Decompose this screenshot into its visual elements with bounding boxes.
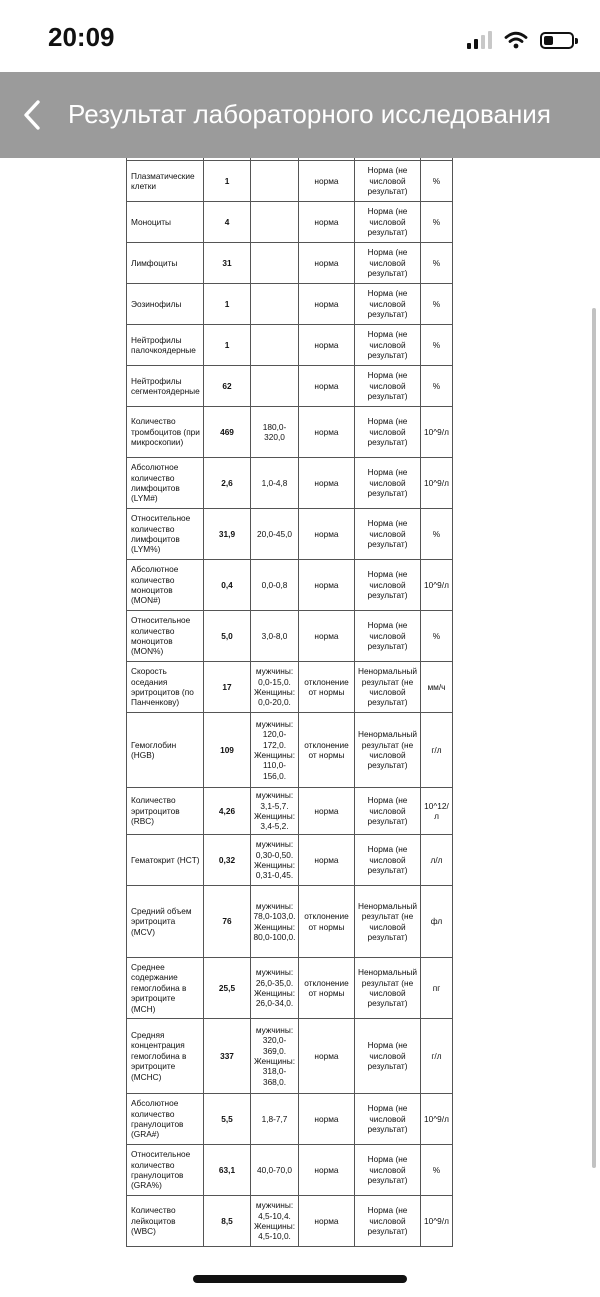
result-value: 25,5	[204, 958, 251, 1019]
reference-range	[251, 366, 299, 407]
result-name: Гемоглобин (HGB)	[127, 713, 204, 788]
result-value: 4,26	[204, 788, 251, 835]
result-status: норма	[299, 1145, 355, 1196]
result-status: норма	[299, 202, 355, 243]
reference-range: 3,0-8,0	[251, 611, 299, 662]
reference-range: мужчины: 0,0-15,0. Женщины: 0,0-20,0.	[251, 662, 299, 713]
table-row	[127, 1019, 453, 1094]
result-unit: %	[421, 243, 453, 284]
result-value: 5,5	[204, 1094, 251, 1145]
result-value: 5,0	[204, 611, 251, 662]
home-indicator[interactable]	[193, 1275, 407, 1283]
result-name: Относительное количество лимфоцитов (LYM%)	[127, 509, 204, 560]
result-status: норма	[299, 560, 355, 611]
table-row	[127, 325, 453, 366]
reference-range: 0,0-0,8	[251, 560, 299, 611]
table-row	[127, 243, 453, 284]
table-row	[127, 1094, 453, 1145]
result-value: 1	[204, 161, 251, 202]
result-kind: Норма (не числовой результат)	[355, 458, 421, 509]
result-value: 337	[204, 1019, 251, 1094]
result-status: норма	[299, 1094, 355, 1145]
result-unit: 10^9/л	[421, 560, 453, 611]
reference-range: 1,8-7,7	[251, 1094, 299, 1145]
result-kind: Норма (не числовой результат)	[355, 325, 421, 366]
result-unit: мм/ч	[421, 662, 453, 713]
result-name: Плазматические клетки	[127, 161, 204, 202]
result-name: Количество тромбоцитов (при микроскопии)	[127, 407, 204, 458]
reference-range: мужчины: 120,0-172,0. Женщины: 110,0-156,0.	[251, 713, 299, 788]
result-kind: Норма (не числовой результат)	[355, 835, 421, 886]
result-kind: Ненормальный результат (не числовой результат)	[355, 958, 421, 1019]
reference-range: 180,0-320,0	[251, 407, 299, 458]
reference-range: мужчины: 320,0-369,0. Женщины: 318,0-368,0.	[251, 1019, 299, 1094]
result-name: Нейтрофилы сегментоядерные	[127, 366, 204, 407]
reference-range	[251, 202, 299, 243]
result-unit: %	[421, 161, 453, 202]
cellular-signal-icon	[467, 29, 492, 49]
result-kind: Норма (не числовой результат)	[355, 1094, 421, 1145]
back-chevron-icon[interactable]	[16, 92, 52, 138]
result-kind: Норма (не числовой результат)	[355, 1196, 421, 1247]
table-row	[127, 1145, 453, 1196]
reference-range: мужчины: 3,1-5,7. Женщины: 3,4-5,2.	[251, 788, 299, 835]
result-kind: Норма (не числовой результат)	[355, 611, 421, 662]
result-status: норма	[299, 509, 355, 560]
result-status: норма	[299, 325, 355, 366]
reference-range	[251, 243, 299, 284]
wifi-icon	[504, 31, 528, 49]
result-kind: Норма (не числовой результат)	[355, 509, 421, 560]
result-kind: Норма (не числовой результат)	[355, 407, 421, 458]
result-unit: 10^9/л	[421, 1196, 453, 1247]
result-unit: пг	[421, 958, 453, 1019]
result-value: 31,9	[204, 509, 251, 560]
result-unit: 10^9/л	[421, 458, 453, 509]
result-kind: Ненормальный результат (не числовой результат)	[355, 662, 421, 713]
result-status: норма	[299, 611, 355, 662]
reference-range	[251, 325, 299, 366]
result-kind: Норма (не числовой результат)	[355, 560, 421, 611]
result-name: Абсолютное количество моноцитов (MON#)	[127, 560, 204, 611]
result-name: Относительное количество моноцитов (MON%)	[127, 611, 204, 662]
result-status: отклонение от нормы	[299, 662, 355, 713]
result-name: Среднее содержание гемоглобина в эритроците (MCH)	[127, 958, 204, 1019]
result-unit: %	[421, 284, 453, 325]
result-value: 63,1	[204, 1145, 251, 1196]
table-row	[127, 202, 453, 243]
table-row	[127, 611, 453, 662]
result-value: 8,5	[204, 1196, 251, 1247]
table-row	[127, 713, 453, 788]
result-unit: %	[421, 325, 453, 366]
result-status: норма	[299, 1019, 355, 1094]
result-value: 1	[204, 325, 251, 366]
result-kind: Норма (не числовой результат)	[355, 1145, 421, 1196]
result-unit: 10^12/л	[421, 788, 453, 835]
table-row	[127, 458, 453, 509]
result-status: норма	[299, 243, 355, 284]
status-icons	[467, 27, 574, 49]
result-value: 0,32	[204, 835, 251, 886]
result-name: Скорость оседания эритроцитов (по Панченкову)	[127, 662, 204, 713]
status-bar	[0, 0, 600, 72]
result-name: Относительное количество гранулоцитов (GRA%)	[127, 1145, 204, 1196]
table-row	[127, 1196, 453, 1247]
reference-range: 20,0-45,0	[251, 509, 299, 560]
result-name: Средний объем эритроцита (MCV)	[127, 886, 204, 958]
result-name: Моноциты	[127, 202, 204, 243]
result-value: 109	[204, 713, 251, 788]
status-time: 20:09	[48, 22, 115, 52]
reference-range	[251, 161, 299, 202]
result-kind: Норма (не числовой результат)	[355, 243, 421, 284]
result-status: норма	[299, 284, 355, 325]
table-row	[127, 161, 453, 202]
result-status: норма	[299, 366, 355, 407]
result-kind: Норма (не числовой результат)	[355, 788, 421, 835]
nav-bar	[0, 72, 600, 158]
table-row	[127, 788, 453, 835]
document-viewer[interactable]	[0, 158, 600, 1258]
lab-results-table	[126, 160, 453, 1247]
table-row	[127, 284, 453, 325]
result-status: норма	[299, 835, 355, 886]
result-name: Нейтрофилы палочкоядерные	[127, 325, 204, 366]
table-row	[127, 560, 453, 611]
result-unit: %	[421, 202, 453, 243]
result-unit: г/л	[421, 1019, 453, 1094]
table-row	[127, 958, 453, 1019]
reference-range: мужчины: 26,0-35,0. Женщины: 26,0-34,0.	[251, 958, 299, 1019]
table-row	[127, 835, 453, 886]
result-name: Количество лейкоцитов (WBC)	[127, 1196, 204, 1247]
result-value: 0,4	[204, 560, 251, 611]
table-row	[127, 509, 453, 560]
result-name: Эозинофилы	[127, 284, 204, 325]
result-status: норма	[299, 407, 355, 458]
result-unit: 10^9/л	[421, 407, 453, 458]
result-kind: Норма (не числовой результат)	[355, 161, 421, 202]
result-kind: Норма (не числовой результат)	[355, 202, 421, 243]
result-status: норма	[299, 458, 355, 509]
result-status: отклонение от нормы	[299, 713, 355, 788]
result-value: 31	[204, 243, 251, 284]
scrollbar[interactable]	[592, 308, 596, 1168]
result-unit: %	[421, 366, 453, 407]
result-value: 1	[204, 284, 251, 325]
result-kind: Ненормальный результат (не числовой результат)	[355, 713, 421, 788]
result-status: норма	[299, 161, 355, 202]
result-name: Лимфоциты	[127, 243, 204, 284]
result-unit: %	[421, 1145, 453, 1196]
battery-icon	[540, 32, 574, 49]
result-unit: фл	[421, 886, 453, 958]
result-kind: Ненормальный результат (не числовой результат)	[355, 886, 421, 958]
result-status: норма	[299, 788, 355, 835]
reference-range: мужчины: 78,0-103,0. Женщины: 80,0-100,0.	[251, 886, 299, 958]
result-status: отклонение от нормы	[299, 886, 355, 958]
result-kind: Норма (не числовой результат)	[355, 284, 421, 325]
result-status: отклонение от нормы	[299, 958, 355, 1019]
result-unit: %	[421, 611, 453, 662]
table-row	[127, 407, 453, 458]
result-unit: г/л	[421, 713, 453, 788]
reference-range: 1,0-4,8	[251, 458, 299, 509]
result-kind: Норма (не числовой результат)	[355, 1019, 421, 1094]
result-unit: %	[421, 509, 453, 560]
reference-range: 40,0-70,0	[251, 1145, 299, 1196]
result-name: Абсолютное количество лимфоцитов (LYM#)	[127, 458, 204, 509]
reference-range	[251, 284, 299, 325]
reference-range: мужчины: 0,30-0,50. Женщины: 0,31-0,45.	[251, 835, 299, 886]
result-name: Гематокрит (HCT)	[127, 835, 204, 886]
result-value: 2,6	[204, 458, 251, 509]
table-row	[127, 662, 453, 713]
result-name: Количество эритроцитов (RBC)	[127, 788, 204, 835]
result-name: Средняя концентрация гемоглобина в эритроците (MCHC)	[127, 1019, 204, 1094]
result-value: 17	[204, 662, 251, 713]
result-value: 4	[204, 202, 251, 243]
page-title: Результат лабораторного исследования	[68, 99, 551, 129]
result-value: 62	[204, 366, 251, 407]
result-unit: л/л	[421, 835, 453, 886]
table-row	[127, 366, 453, 407]
result-unit: 10^9/л	[421, 1094, 453, 1145]
result-value: 76	[204, 886, 251, 958]
result-status: норма	[299, 1196, 355, 1247]
result-value: 469	[204, 407, 251, 458]
result-kind: Норма (не числовой результат)	[355, 366, 421, 407]
result-name: Абсолютное количество гранулоцитов (GRA#)	[127, 1094, 204, 1145]
table-row	[127, 886, 453, 958]
reference-range: мужчины: 4,5-10,4. Женщины: 4,5-10,0.	[251, 1196, 299, 1247]
